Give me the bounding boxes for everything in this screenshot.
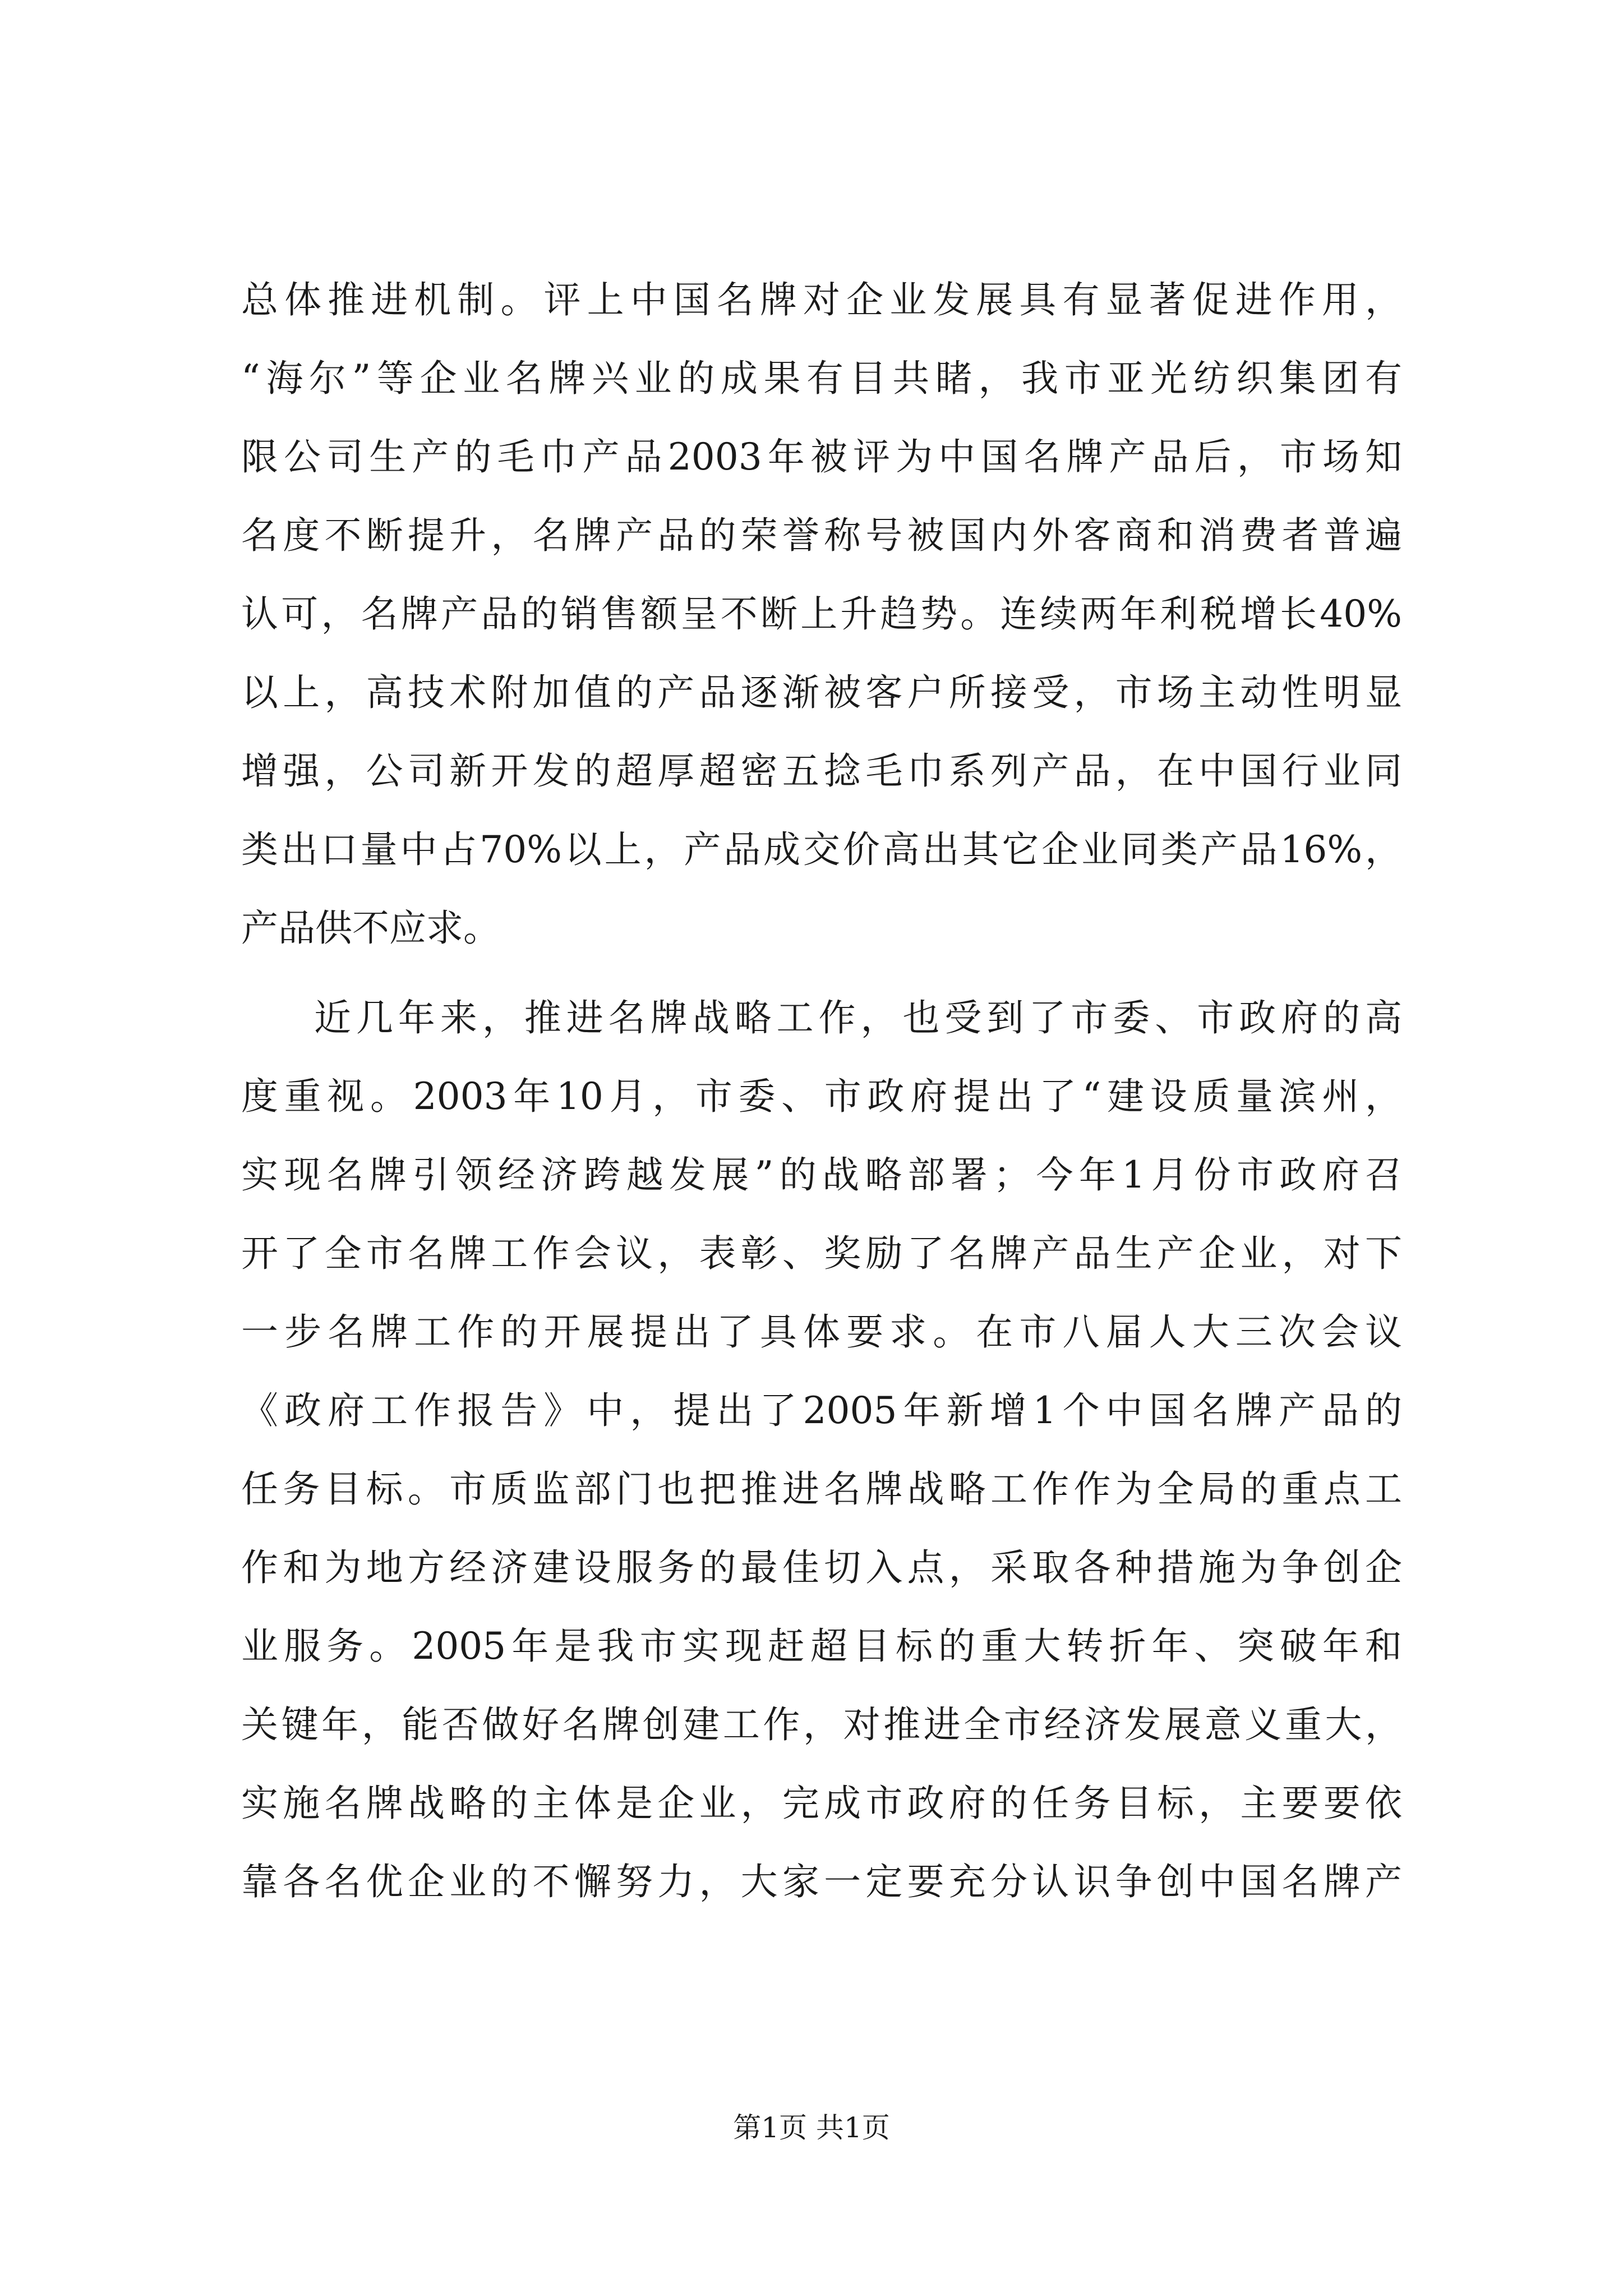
text-line: 认可，名牌产品的销售额呈不断上升趋势。连续两年利税增长40%	[241, 592, 1402, 636]
text-line: 《政府工作报告》中，提出了2005年新增1个中国名牌产品的	[241, 1389, 1402, 1432]
text-line: 靠各名优企业的不懈努力，大家一定要充分认识争创中国名牌产	[241, 1860, 1402, 1903]
text-line: 以上，高技术附加值的产品逐渐被客户所接受，市场主动性明显	[241, 671, 1402, 714]
text-line: “海尔”等企业名牌兴业的成果有目共睹，我市亚光纺织集团有	[241, 357, 1402, 400]
text-line: 度重视。2003年10月，市委、市政府提出了“建设质量滨州，	[241, 1075, 1402, 1118]
text-line: 产品供不应求。	[241, 907, 500, 950]
text-line: 总体推进机制。评上中国名牌对企业发展具有显著促进作用，	[241, 278, 1402, 321]
text-line: 类出口量中占70%以上，产品成交价高出其它企业同类产品16%，	[241, 828, 1402, 871]
text-line: 实现名牌引领经济跨越发展”的战略部署；今年1月份市政府召	[241, 1153, 1402, 1197]
text-line: 限公司生产的毛巾产品2003年被评为中国名牌产品后，市场知	[241, 435, 1402, 478]
text-line: 关键年，能否做好名牌创建工作，对推进全市经济发展意义重大，	[241, 1703, 1402, 1746]
text-line: 开了全市名牌工作会议，表彰、奖励了名牌产品生产企业，对下	[241, 1232, 1402, 1275]
text-line: 任务目标。市质监部门也把推进名牌战略工作作为全局的重点工	[241, 1467, 1402, 1511]
text-line: 增强，公司新开发的超厚超密五捻毛巾系列产品，在中国行业同	[241, 749, 1402, 793]
text-line: 业服务。2005年是我市实现赶超目标的重大转折年、突破年和	[241, 1625, 1402, 1668]
page-footer: 第1页 共1页	[733, 2111, 890, 2144]
text-line: 实施名牌战略的主体是企业，完成市政府的任务目标，主要要依	[241, 1782, 1402, 1825]
text-line: 作和为地方经济建设服务的最佳切入点，采取各种措施为争创企	[241, 1546, 1402, 1589]
paragraph-first-line: 近几年来，推进名牌战略工作，也受到了市委、市政府的高	[314, 996, 1402, 1039]
text-line: 名度不断提升，名牌产品的荣誉称号被国内外客商和消费者普遍	[241, 514, 1402, 557]
text-line: 一步名牌工作的开展提出了具体要求。在市八届人大三次会议	[241, 1310, 1402, 1354]
